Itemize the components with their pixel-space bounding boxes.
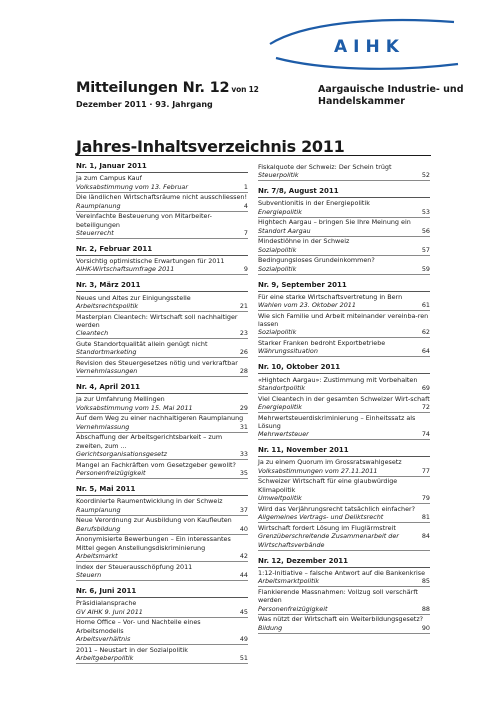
entry-category: Grenzüberschreitende Zusammenarbeit der Wirtschaftsverbände [258, 532, 399, 549]
issue-heading: Nr. 12, Dezember 2011 [258, 557, 430, 568]
entry-category: Arbeitgeberpolitik [76, 654, 134, 663]
entry-page-number: 53 [421, 207, 430, 216]
toc-entry [258, 311, 430, 338]
toc-column-left [76, 162, 248, 670]
entry-category-row [76, 302, 248, 310]
entry-title: Was nützt der Wirtschaft ein Weiterbildungsgesetz? [258, 615, 424, 624]
toc-entry [258, 587, 430, 614]
entry-category-row [258, 430, 430, 438]
toc-entry [76, 645, 248, 664]
entry-title: Subventionitis in der Energiepolitik [258, 199, 370, 208]
toc-entry [76, 460, 248, 479]
toc-entry [258, 504, 430, 523]
entry-title: Revision des Steuergesetzes nötig und verkraftbar [76, 358, 238, 367]
entry-category: Energiepolitik [258, 402, 302, 411]
issue-section [76, 587, 248, 664]
entry-category: Steuerrecht [76, 228, 114, 237]
entry-category: Cleantech [76, 329, 109, 338]
entry-category-row [76, 229, 248, 237]
toc-entry [76, 599, 248, 618]
entry-page-number: 74 [421, 430, 430, 439]
issue-section [76, 485, 248, 581]
entry-category: Steuerpolitik [258, 171, 299, 179]
entry-page-number: 37 [239, 505, 248, 514]
publication-title-suffix: von 12 [231, 85, 259, 94]
aihk-logo [262, 14, 462, 76]
entry-category-row [258, 513, 430, 521]
entry-category-row [76, 423, 248, 431]
entry-title: Ja zum Campus Kauf [76, 174, 142, 183]
toc-entry [76, 256, 248, 275]
entry-page-number: 26 [239, 348, 248, 357]
entry-page-number: 69 [421, 383, 430, 392]
issue-heading: Nr. 3, März 2011 [76, 281, 248, 292]
toc-entry [76, 174, 248, 193]
logo-text: AIHK [334, 37, 405, 57]
entry-category: Standortpolitik [258, 383, 306, 392]
entry-title: Neues und Altes zur Einigungsstelle [76, 293, 191, 302]
entry-title: 2011 – Neustart in der Sozialpolitik [76, 645, 188, 654]
entry-title: Abschaffung der Arbeitsgerichtsbarkeit – zum zweiten, zum ... [76, 433, 223, 450]
entry-category: Vernehmlassungen [76, 367, 138, 376]
entry-page-number: 51 [239, 654, 248, 663]
toc-entry [258, 292, 430, 311]
entry-page-number: 88 [421, 604, 430, 613]
page-title: Jahres-Inhaltsverzeichnis 2011 [76, 137, 345, 156]
issue-section [258, 557, 430, 634]
entry-page-number: 42 [239, 552, 248, 561]
issue-heading: Nr. 10, Oktober 2011 [258, 363, 430, 374]
entry-page-number: 35 [239, 469, 248, 478]
toc-entry [258, 413, 430, 440]
toc-entry [76, 433, 248, 460]
entry-category-row [76, 525, 248, 533]
entry-title: Mehrwertsteuerdiskriminierung – Einheitssatz als Lösung [258, 413, 416, 430]
toc-entry [258, 338, 430, 357]
entry-category-row [258, 403, 430, 411]
entry-page-number: 90 [421, 623, 430, 632]
issue-section [76, 281, 248, 377]
masthead [76, 80, 259, 109]
entry-category: Gerichtsorganisationsgesetz [76, 450, 167, 459]
entry-page-number: 1 [243, 182, 248, 191]
entry-category: Arbeitsmarkt [76, 552, 118, 561]
entry-category-row [76, 183, 248, 191]
toc-column-right [258, 162, 430, 640]
entry-category: Personenfreizügigkeit [258, 604, 328, 613]
entry-title: Wie sich Familie und Arbeit miteinander vereinba-ren lassen [258, 311, 429, 328]
entry-page-number: 77 [421, 466, 430, 475]
entry-title: Fiskalquote der Schweiz: Der Schein trügt [258, 162, 392, 171]
entry-category: Personenfreizügigkeit [76, 469, 146, 478]
entry-category-row [258, 467, 430, 475]
entry-page-number: 85 [421, 577, 430, 586]
entry-category: Mehrwertsteuer [258, 430, 309, 439]
entry-category-row [258, 605, 430, 613]
entry-page-number: 45 [239, 607, 248, 616]
issue-heading: Nr. 1, Januar 2011 [76, 162, 248, 173]
entry-category: Umweltpolitik [258, 494, 302, 503]
issue-heading: Nr. 6, Juni 2011 [76, 587, 248, 598]
title-divider [76, 155, 431, 156]
entry-category-row [76, 654, 248, 662]
entry-category: Volksabstimmungen vom 27.11.2011 [258, 466, 378, 475]
issue-heading: Nr. 4, April 2011 [76, 383, 248, 394]
entry-category-row [76, 367, 248, 375]
entry-category-row [258, 328, 430, 336]
entry-title: Für eine starke Wirtschaftsvertretung in Bern [258, 292, 403, 301]
entry-page-number: 23 [239, 329, 248, 338]
toc-entry [258, 615, 430, 634]
entry-title: Gute Standortqualität allein genügt nicht [76, 339, 208, 348]
entry-page-number: 84 [421, 532, 430, 541]
entry-category: Sozialpolitik [258, 245, 297, 254]
issue-heading: Nr. 7/8, August 2011 [258, 187, 430, 198]
issue-section [258, 162, 430, 181]
toc-entry [258, 256, 430, 275]
entry-category-row [258, 577, 430, 585]
entry-title: Wirtschaft fordert Lösung im Fluglärmstreit [258, 523, 396, 532]
entry-category-row [258, 246, 430, 254]
toc-entry [76, 358, 248, 377]
entry-category: Sozialpolitik [258, 328, 297, 337]
entry-title: Koordinierte Raumentwicklung in der Schweiz [76, 497, 223, 506]
entry-title: Ja zu einem Quorum im Grossratswahlgesetz [258, 458, 402, 467]
entry-page-number: 31 [239, 422, 248, 431]
toc-entry [258, 523, 430, 550]
entry-page-number: 7 [243, 228, 248, 237]
entry-category: Arbeitsmarktpolitik [258, 577, 320, 586]
entry-title: «Hightech Aargau»: Zustimmung mit Vorbehalten [258, 375, 418, 384]
entry-category-row [258, 384, 430, 392]
entry-category: Arbeitsverhältnis [76, 635, 131, 644]
entry-category-row [258, 227, 430, 235]
toc-entry [258, 568, 430, 587]
entry-category: Allgemeines Vertrags- und Deliktsrecht [258, 513, 384, 522]
entry-category: Energiepolitik [258, 207, 302, 216]
entry-category: GV AIHK 9. Juni 2011 [76, 607, 143, 616]
toc-entry [258, 237, 430, 256]
entry-title: Vereinfachte Besteuerung von Mitarbeiter-beteiligungen [76, 212, 212, 229]
entry-page-number: 44 [239, 571, 248, 580]
entry-category-row [76, 552, 248, 560]
entry-category-row [76, 506, 248, 514]
toc-entry [76, 535, 248, 562]
toc-entry [76, 497, 248, 516]
entry-page-number: 59 [421, 264, 430, 273]
entry-page-number: 40 [239, 524, 248, 533]
entry-category: Steuern [76, 571, 102, 580]
entry-title: Viel Cleantech in der gesamten Schweizer Wirt-schaft [258, 394, 430, 403]
entry-category: Volksabstimmung vom 13. Februar [76, 182, 188, 191]
toc-entry [76, 312, 248, 339]
entry-category-row [76, 202, 248, 210]
entry-page-number: 49 [239, 635, 248, 644]
entry-category-row [76, 329, 248, 337]
entry-category-row [258, 301, 430, 309]
entry-title: Index der Steuerausschöpfung 2011 [76, 562, 193, 571]
toc-entry [76, 212, 248, 239]
toc-entry [258, 394, 430, 413]
issue-section [258, 187, 430, 275]
entry-page-number: 62 [421, 328, 430, 337]
entry-category: Bildung [258, 623, 283, 632]
entry-title: Flankierende Massnahmen: Vollzug soll verschärft werden [258, 587, 418, 605]
issue-heading: Nr. 9, September 2011 [258, 281, 430, 292]
entry-page-number: 79 [421, 494, 430, 503]
entry-page-number: 28 [239, 367, 248, 376]
entry-title: Wird das Verjährungsrecht tatsächlich einfacher? [258, 504, 416, 513]
toc-entry [258, 458, 430, 477]
entry-category-row [76, 450, 248, 458]
entry-title: Home Office – Vor- und Nachteile eines Arbeitsmodells [76, 618, 201, 635]
issue-section [76, 245, 248, 276]
toc-entry [258, 162, 430, 181]
entry-title: Bedingungsloses Grundeinkommen? [258, 256, 375, 265]
entry-category: Standortmarketing [76, 348, 137, 357]
publication-issue: Dezember 2011 · 93. Jahrgang [76, 100, 213, 109]
entry-title: Mangel an Fachkräften vom Gesetzgeber gewollt? [76, 460, 236, 469]
entry-category-row [76, 404, 248, 412]
publication-title: Mitteilungen Nr. 12 von 12 [76, 80, 259, 96]
issue-section [258, 363, 430, 440]
entry-page-number: 64 [421, 347, 430, 356]
toc-entry [258, 218, 430, 237]
entry-page-number: 56 [421, 226, 430, 235]
issue-section [76, 162, 248, 239]
toc-entry [76, 293, 248, 312]
entry-category-row [258, 532, 430, 549]
entry-title: Die ländlichen Wirtschaftsräume nicht ausschliessen! [76, 193, 248, 202]
entry-category: AIHK-Wirtschaftsumfrage 2011 [76, 265, 175, 274]
entry-page-number: 21 [239, 301, 248, 310]
toc-entry [76, 193, 248, 212]
toc-entry [258, 375, 430, 394]
toc-entry [258, 199, 430, 218]
entry-title: Starker Franken bedroht Exportbetriebe [258, 339, 386, 347]
entry-page-number: 61 [421, 301, 430, 309]
issue-section [258, 281, 430, 358]
entry-page-number: 9 [243, 265, 248, 274]
entry-category-row [76, 265, 248, 273]
toc-entry [76, 618, 248, 645]
entry-category-row [76, 348, 248, 356]
entry-category-row [258, 171, 430, 179]
toc-entry [258, 477, 430, 504]
toc-entry [76, 339, 248, 358]
entry-category: Arbeitsrechtspolitik [76, 301, 139, 310]
issue-heading: Nr. 5, Mai 2011 [76, 485, 248, 496]
issue-heading: Nr. 2, Februar 2011 [76, 245, 248, 256]
entry-title: Hightech Aargau – bringen Sie Ihre Meinung ein [258, 218, 411, 227]
entry-category-row [76, 571, 248, 579]
entry-title: 1:12-Initiative – falsche Antwort auf die Bankenkrise [258, 568, 426, 577]
issue-section [258, 446, 430, 550]
entry-category: Berufsbildung [76, 524, 121, 533]
entry-category: Standort Aargau [258, 226, 311, 235]
entry-category: Währungssituation [258, 347, 318, 356]
entry-category-row [76, 635, 248, 643]
entry-category: Raumplanung [76, 505, 121, 514]
entry-title: Mindestlöhne in der Schweiz [258, 237, 350, 246]
entry-category-row [258, 208, 430, 216]
entry-title: Anonymisierte Bewerbungen – Ein interessantes Mittel gegen Anstellungsdiskriminierung [76, 535, 231, 552]
entry-title: Masterplan Cleantech: Wirtschaft soll nachhaltiger werden [76, 312, 238, 329]
toc-entry [76, 395, 248, 414]
entry-category-row [258, 265, 430, 273]
entry-category: Wahlen vom 23. Oktober 2011 [258, 301, 356, 309]
entry-category: Sozialpolitik [258, 264, 297, 273]
toc-entry [76, 562, 248, 581]
entry-page-number: 57 [421, 245, 430, 254]
issue-section [76, 383, 248, 479]
issue-heading: Nr. 11, November 2011 [258, 446, 430, 457]
entry-page-number: 29 [239, 403, 248, 412]
entry-page-number: 72 [421, 402, 430, 411]
toc-entry [76, 516, 248, 535]
entry-category-row [258, 494, 430, 502]
entry-category-row [76, 608, 248, 616]
entry-category: Vernehmlassung [76, 422, 130, 431]
entry-category-row [258, 624, 430, 632]
entry-title: Präsidialansprache [76, 599, 137, 608]
entry-page-number: 81 [421, 513, 430, 522]
logo-swoosh-lower [276, 58, 458, 69]
entry-category: Volksabstimmung vom 15. Mai 2011 [76, 403, 193, 412]
entry-page-number: 52 [421, 171, 430, 179]
entry-title: Neue Verordnung zur Ausbildung von Kaufleuten [76, 516, 232, 525]
toc-entry [76, 414, 248, 433]
entry-page-number: 33 [239, 450, 248, 459]
entry-category-row [258, 347, 430, 355]
entry-category: Raumplanung [76, 201, 121, 210]
entry-title: Ja zur Umfahrung Mellingen [76, 395, 165, 404]
organization-name: Aargauische Industrie- und Handelskammer [318, 84, 464, 107]
entry-page-number: 4 [243, 201, 248, 210]
entry-title: Schweizer Wirtschaft für eine glaubwürdige Klimapolitik [258, 477, 398, 494]
entry-title: Vorsichtig optimistische Erwartungen für 2011 [76, 257, 225, 265]
entry-category-row [76, 469, 248, 477]
entry-title: Auf dem Weg zu einer nachhaltigeren Raumplanung [76, 414, 244, 423]
